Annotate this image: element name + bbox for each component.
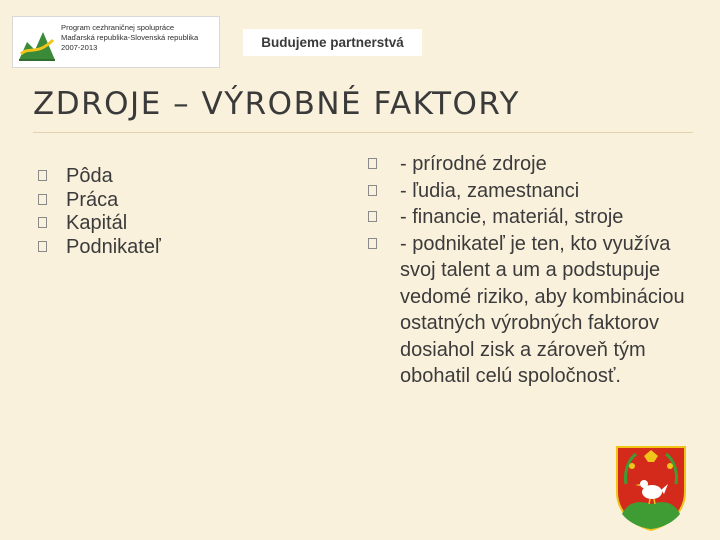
header bbox=[0, 0, 720, 80]
list-item-text: Podnikateľ bbox=[66, 235, 161, 258]
list-item bbox=[38, 236, 298, 260]
list-item bbox=[38, 165, 298, 189]
square-bullet-icon bbox=[38, 170, 47, 181]
slide-title: ZDROJE – VÝROBNÉ FAKTORY bbox=[33, 86, 520, 122]
square-bullet-icon bbox=[368, 238, 377, 249]
square-bullet-icon bbox=[38, 217, 47, 228]
list-item-text: - prírodné zdroje bbox=[400, 153, 547, 175]
list-item bbox=[368, 231, 688, 390]
list-item bbox=[368, 178, 688, 205]
logo-line: Program cezhraničnej spolupráce bbox=[61, 23, 175, 32]
description-list bbox=[368, 151, 688, 390]
logo-line: 2007-2013 bbox=[61, 43, 98, 52]
list-item-text: Pôda bbox=[66, 165, 113, 187]
list-item-text: - podnikateľ je ten, kto využíva svoj talent a um a podstupuje vedomé riziko, aby kombináciou ostatných výrobných faktorov dosiahol zisk a zároveň tým obohatil celú spoločnosť. bbox=[400, 232, 685, 387]
list-item-text: Kapitál bbox=[66, 212, 128, 234]
factor-list bbox=[38, 165, 298, 259]
square-bullet-icon bbox=[38, 194, 47, 205]
list-item-text: - ľudia, zamestnanci bbox=[400, 179, 580, 202]
coat-of-arms-icon bbox=[614, 444, 688, 531]
square-bullet-icon bbox=[368, 158, 377, 169]
list-item bbox=[38, 212, 298, 236]
square-bullet-icon bbox=[368, 185, 377, 196]
program-logo-icon bbox=[17, 20, 57, 64]
list-item bbox=[368, 204, 688, 231]
logo-line: Maďarská republika-Slovenská republika bbox=[61, 33, 199, 42]
list-item-text: - financie, materiál, stroje bbox=[400, 206, 624, 228]
title-divider bbox=[33, 132, 693, 133]
square-bullet-icon bbox=[38, 241, 47, 252]
logo-text bbox=[61, 23, 198, 53]
square-bullet-icon bbox=[368, 211, 377, 222]
list-item bbox=[368, 151, 688, 178]
list-item-text: Práca bbox=[66, 188, 119, 211]
list-item bbox=[38, 189, 298, 213]
slogan-banner: Budujeme partnerstvá bbox=[243, 29, 422, 56]
program-logo bbox=[12, 16, 220, 68]
